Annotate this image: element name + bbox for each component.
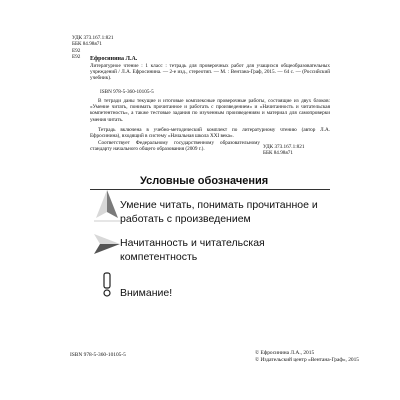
exclamation-icon <box>100 272 114 298</box>
legend-title: Условные обозначения <box>140 175 269 187</box>
legend-item-erudition: Начитанность и читательская компетентность <box>120 237 265 263</box>
bibliographic-description: Литературное чтение : 1 класс : тетрадь для проверочных работ для учащихся общеобразовательных учреждений / Л.А. Ефросинина. — 2-е изд., стереотип. — М. : Вентана-Граф, 2015. — 64 с. — (Российский учебник). <box>90 63 330 82</box>
author-name: Ефросинина Л.А. <box>90 56 138 62</box>
isbn-main: ISBN 978-5-360-10105-5 <box>100 89 154 95</box>
copyright-author: © Ефросинина Л.А., 2015 <box>255 350 315 356</box>
catalog-letter: Е92 <box>72 54 81 60</box>
udk-code: УДК 373.167.1:821 <box>72 35 114 41</box>
udk-code-bottom: УДК 373.167.1:821 <box>263 144 305 150</box>
legend-item-attention: Внимание! <box>120 287 173 299</box>
legend-divider <box>90 189 330 190</box>
annotation-paragraph-3: Соответствует Федеральному государственному образовательному стандарту начального общего образования (2009 г.). <box>90 140 260 153</box>
copyright-publisher: © Издательский центр «Вентана-Граф», 2015 <box>255 356 360 363</box>
catalog-codes-bottom <box>263 144 328 156</box>
isbn-footer: ISBN 978-5-360-10105-5 <box>70 352 126 358</box>
catalog-codes-top <box>72 35 113 54</box>
arrow-up-icon <box>94 188 120 222</box>
bbk-code-bottom: ББК 84.98я71 <box>263 150 293 157</box>
annotation-paragraph-2: Тетрадь включена в учебно-методический комплект по литературному чтению (автор Л.А. Ефросинина), входящий в систему «Начальная школа XXI века». <box>90 127 330 140</box>
legend-item-reading-skill: Умение читать, понимать прочитанное и работать с произведением <box>120 199 318 225</box>
annotation-paragraph-1: В тетради даны текущие и итоговые комплексные проверочные работы, состоящие из двух блоков: «Умение читать, понимать прочитанное и работать с произведением» и «Начитанность и читательская компетентность», а также тестовые задания по изученным произведениям и материал для самопроверки умения читать. <box>90 98 330 123</box>
bbk-code: ББК 84.98я71 <box>72 41 102 48</box>
author-mark-code: Е92 <box>72 47 81 54</box>
arrow-right-icon <box>92 232 122 256</box>
copyright-block <box>255 350 359 363</box>
